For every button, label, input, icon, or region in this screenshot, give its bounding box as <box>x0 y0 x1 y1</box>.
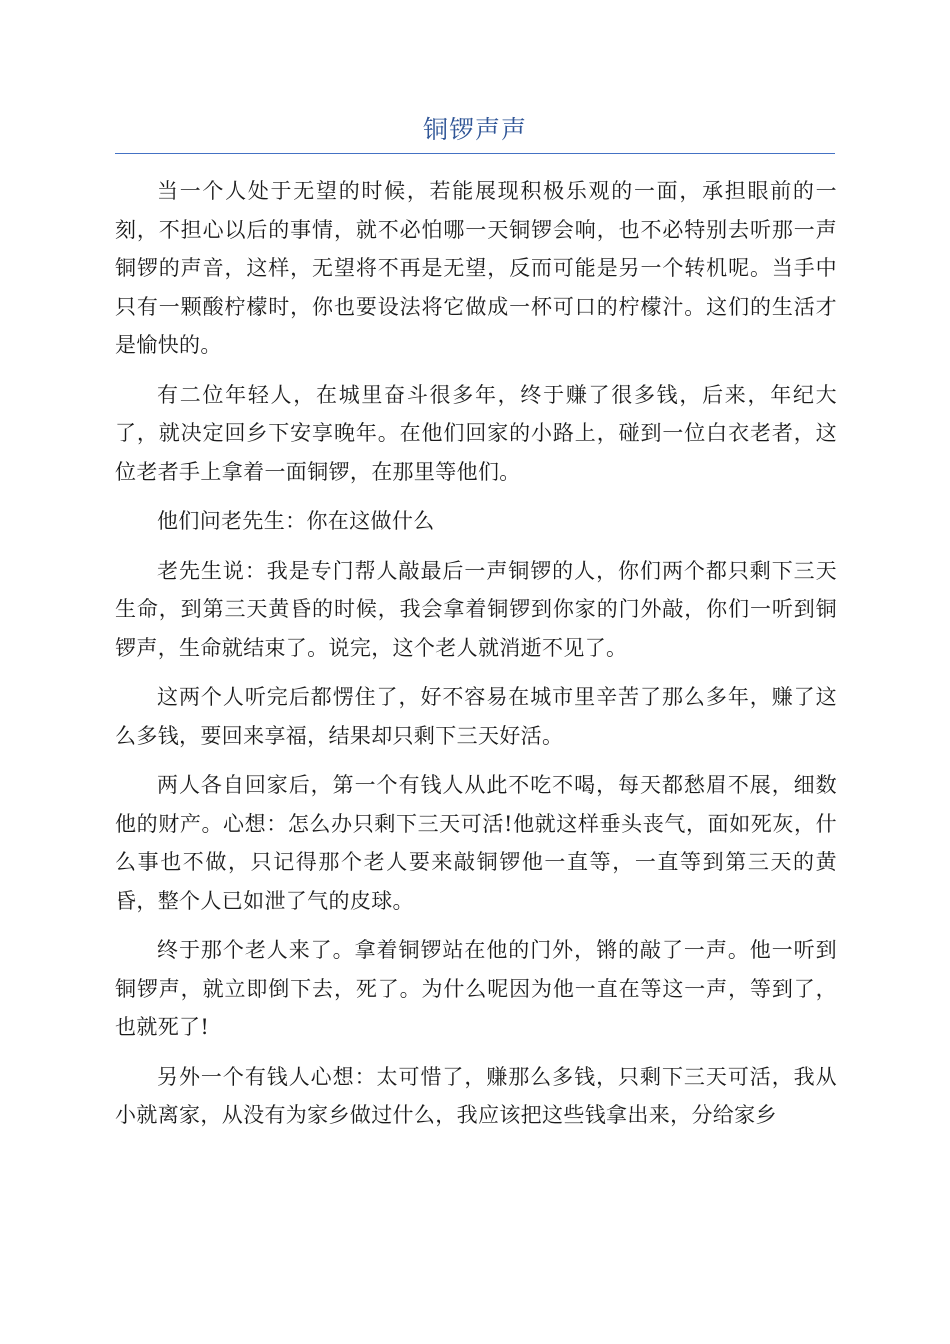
paragraph: 当一个人处于无望的时候，若能展现积极乐观的一面，承担眼前的一刻，不担心以后的事情，就不必怕哪一天铜锣会响，也不必特别去听那一声铜锣的声音，这样，无望将不再是无望，反而可能是另一个转机呢。当手中只有一颗酸柠檬时，你也要设法将它做成一杯可口的柠檬汁。这们的生活才是愉快的。 <box>115 179 837 357</box>
document-title: 铜锣声声 <box>422 115 527 144</box>
paragraph: 有二位年轻人，在城里奋斗很多年，终于赚了很多钱，后来，年纪大了，就决定回乡下安享晚年。在他们回家的小路上，碰到一位白衣老者，这位老者手上拿着一面铜锣，在那里等他们。 <box>115 382 837 484</box>
paragraph: 老先生说：我是专门帮人敲最后一声铜锣的人，你们两个都只剩下三天生命，到第三天黄昏的时候，我会拿着铜锣到你家的门外敲，你们一听到铜锣声，生命就结束了。说完，这个老人就消逝不见了。 <box>115 558 837 660</box>
paragraph: 另外一个有钱人心想：太可惜了，赚那么多钱，只剩下三天可活，我从小就离家，从没有为家乡做过什么，我应该把这些钱拿出来，分给家乡 <box>115 1064 837 1127</box>
paragraph: 终于那个老人来了。拿着铜锣站在他的门外，锵的敲了一声。他一听到铜锣声，就立即倒下去，死了。为什么呢因为他一直在等这一声，等到了，也就死了! <box>115 938 837 1039</box>
paragraph: 这两个人听完后都愣住了，好不容易在城市里辛苦了那么多年，赚了这么多钱，要回来享福，结果却只剩下三天好活。 <box>115 685 837 748</box>
paragraph: 他们问老先生：你在这做什么 <box>157 509 435 533</box>
title-underline <box>115 153 835 154</box>
document-body <box>115 172 837 1146</box>
paragraph: 两人各自回家后，第一个有钱人从此不吃不喝，每天都愁眉不展，细数他的财产。心想：怎么办只剩下三天可活!他就这样垂头丧气，面如死灰，什么事也不做，只记得那个老人要来敲铜锣他一直等，一直等到第三天的黄昏，整个人已如泄了气的皮球。 <box>115 773 837 913</box>
